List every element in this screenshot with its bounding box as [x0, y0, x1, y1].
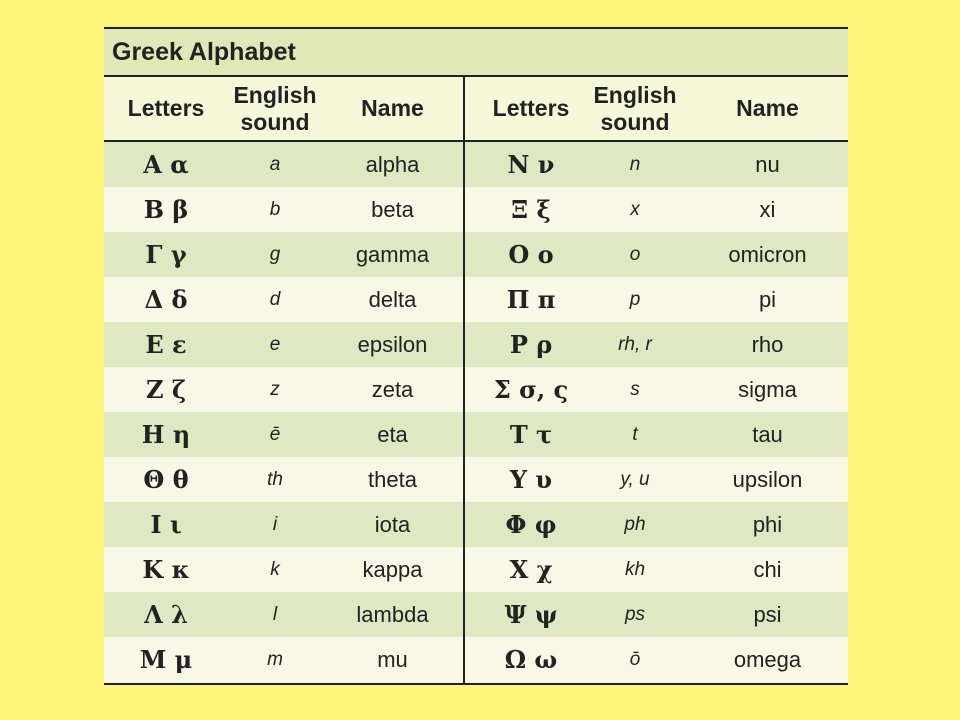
table-row [465, 232, 848, 277]
english-sound: y, u [620, 468, 650, 490]
english-sound: ē [269, 423, 281, 445]
greek-letters: Υ υ [509, 465, 553, 494]
letter-name: theta [368, 466, 417, 492]
header-english-sound: English sound [233, 81, 317, 135]
letter-name: tau [752, 421, 783, 447]
english-sound: th [267, 468, 283, 490]
greek-letters: Λ λ [144, 600, 188, 629]
table-row [104, 592, 463, 637]
letter-name: phi [752, 511, 783, 537]
letter-name: kappa [362, 556, 423, 582]
table-row [104, 502, 463, 547]
english-sound: t [632, 423, 638, 445]
greek-letters: Ζ ζ [145, 375, 187, 404]
letter-name: xi [759, 196, 776, 222]
greek-letters: Ε ε [145, 330, 187, 359]
english-sound: i [272, 513, 278, 535]
left-header-row [104, 77, 463, 142]
table-title: Greek Alphabet [104, 29, 848, 77]
table-row [104, 277, 463, 322]
table-row [104, 457, 463, 502]
greek-letters: Θ θ [143, 465, 189, 494]
letter-name: psi [753, 601, 782, 627]
english-sound: s [630, 378, 640, 400]
english-sound: d [269, 288, 281, 310]
letter-name: eta [377, 421, 408, 447]
greek-letters: Δ δ [144, 285, 188, 314]
table-columns [104, 77, 848, 683]
english-sound: z [270, 378, 280, 400]
left-half [104, 77, 465, 683]
table-row [465, 637, 848, 682]
letter-name: mu [377, 646, 408, 672]
right-half [465, 77, 848, 683]
table-row [104, 187, 463, 232]
header-name: Name [736, 95, 799, 121]
table-row [465, 502, 848, 547]
english-sound: p [629, 288, 641, 310]
letter-name: omega [733, 646, 802, 672]
english-sound: kh [624, 558, 646, 580]
table-row [104, 322, 463, 367]
table-row [465, 457, 848, 502]
letter-name: rho [751, 331, 784, 357]
english-sound: ō [629, 648, 641, 670]
greek-letters: Ψ ψ [504, 600, 558, 629]
table-row [465, 322, 848, 367]
greek-letters: Α α [143, 150, 189, 179]
table-row [104, 142, 463, 187]
letter-name: delta [368, 286, 417, 312]
english-sound: b [269, 198, 281, 220]
english-sound: rh, r [618, 333, 652, 355]
greek-letters: Γ γ [145, 240, 187, 269]
letter-name: nu [755, 151, 780, 177]
table-row [104, 367, 463, 412]
greek-letters: Τ τ [509, 420, 553, 449]
greek-letters: Ι ι [150, 510, 182, 539]
english-sound: x [630, 198, 640, 220]
letter-name: zeta [371, 376, 414, 402]
table-row [104, 232, 463, 277]
english-sound: n [629, 153, 641, 175]
header-letters: Letters [127, 95, 205, 121]
letter-name: beta [371, 196, 414, 222]
english-sound: g [269, 243, 281, 265]
greek-letters: Π π [506, 285, 556, 314]
english-sound: l [272, 603, 278, 625]
letter-name: sigma [738, 376, 797, 402]
table-row [465, 277, 848, 322]
table-row [465, 547, 848, 592]
table-row [104, 412, 463, 457]
header-letters: Letters [492, 95, 570, 121]
greek-letters: Χ χ [509, 555, 553, 584]
table-row [465, 412, 848, 457]
right-rows [465, 142, 848, 682]
letter-name: lambda [356, 601, 429, 627]
greek-letters: Φ φ [505, 510, 557, 539]
letter-name: pi [758, 286, 777, 312]
greek-letters: Μ μ [139, 645, 193, 674]
greek-letters: Ρ ρ [509, 330, 553, 359]
letter-name: chi [753, 556, 782, 582]
greek-letters: Ω ω [504, 645, 558, 674]
greek-letters: Η η [141, 420, 191, 449]
greek-letters: Κ κ [142, 555, 190, 584]
table-row [465, 187, 848, 232]
greek-letters: Ο ο [508, 240, 554, 269]
letter-name: gamma [355, 241, 430, 267]
letter-name: alpha [365, 151, 420, 177]
letter-name: upsilon [732, 466, 803, 492]
english-sound: ph [624, 513, 646, 535]
english-sound: m [267, 648, 283, 670]
table-row [465, 367, 848, 412]
english-sound: e [269, 333, 281, 355]
header-name: Name [361, 95, 424, 121]
greek-letters: Β β [143, 195, 189, 224]
english-sound: k [270, 558, 280, 580]
table-row [465, 592, 848, 637]
left-rows [104, 142, 463, 682]
table-row [104, 547, 463, 592]
right-header-row [465, 77, 848, 142]
english-sound: a [269, 153, 281, 175]
letter-name: epsilon [357, 331, 428, 357]
greek-letters: Ξ ξ [511, 195, 551, 224]
letter-name: omicron [728, 241, 807, 267]
header-english-sound: English sound [593, 81, 677, 135]
table-row [465, 142, 848, 187]
greek-letters: Σ σ, ς [493, 375, 569, 404]
english-sound: ps [624, 603, 646, 625]
english-sound: o [629, 243, 641, 265]
greek-letters: Ν ν [507, 150, 555, 179]
letter-name: iota [374, 511, 411, 537]
greek-alphabet-table [104, 27, 848, 685]
table-row [104, 637, 463, 682]
